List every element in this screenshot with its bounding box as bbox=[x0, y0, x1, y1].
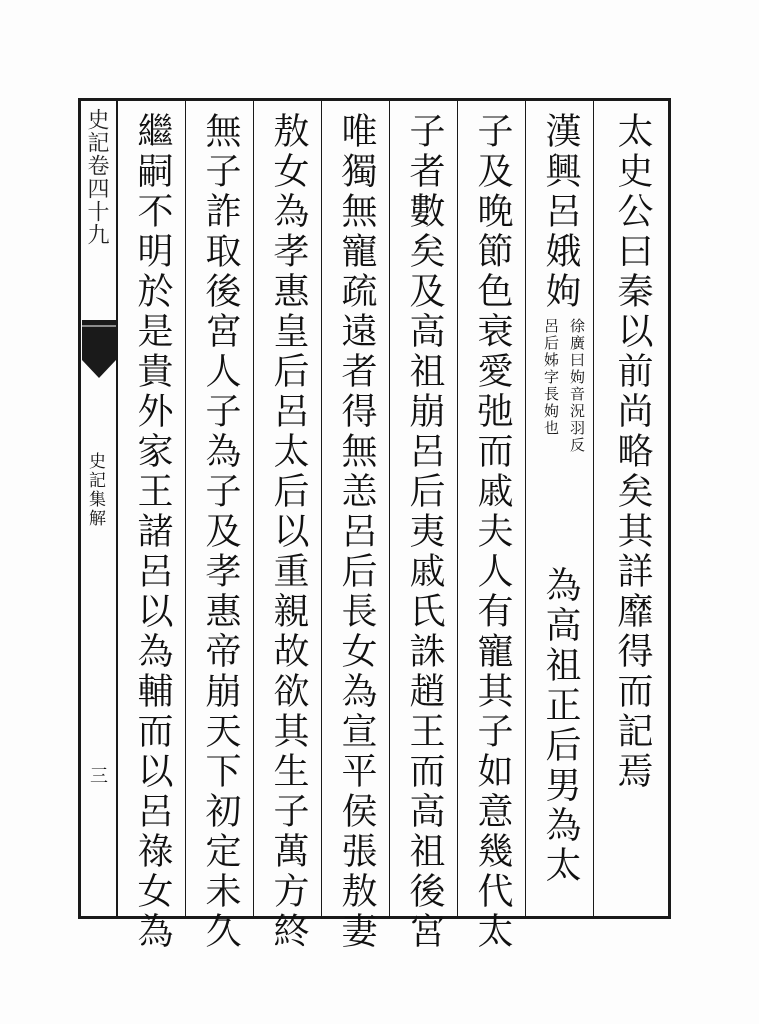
top-border bbox=[78, 98, 671, 101]
text-column-6: 敖女為孝惠皇后呂太后以重親故欲其生子萬方終 bbox=[268, 112, 309, 952]
text-column-4: 子者數矣及高祖崩呂后夷戚氏誅趙王而高祖後宮 bbox=[404, 112, 445, 952]
text-column-7: 無子詐取後宮人子為子及孝惠帝崩天下初定未久 bbox=[200, 112, 241, 952]
column-divider bbox=[389, 100, 390, 916]
text-column-2-main-a: 漢興呂娥姁 bbox=[540, 112, 581, 312]
column-divider bbox=[593, 100, 594, 916]
text-column-1: 太史公曰秦以前尚略矣其詳靡得而記焉 bbox=[612, 112, 653, 792]
text-column-5: 唯獨無寵疏遠者得無恙呂后長女為宣平侯張敖妻 bbox=[336, 112, 377, 952]
text-column-8: 繼嗣不明於是貴外家王諸呂以為輔而以呂祿女為 bbox=[132, 112, 173, 952]
margin-title: 史記卷四十九 bbox=[84, 108, 109, 246]
margin-column-border bbox=[116, 98, 118, 918]
fish-tail-mark bbox=[82, 320, 116, 380]
column-divider bbox=[457, 100, 458, 916]
column-divider bbox=[185, 100, 186, 916]
outer-right-border bbox=[668, 98, 671, 918]
column-divider bbox=[525, 100, 526, 916]
annotation-right-line: 徐廣曰姁音況羽反 bbox=[568, 318, 586, 454]
column-divider bbox=[253, 100, 254, 916]
text-column-3: 子及晚節色衰愛弛而戚夫人有寵其子如意幾代太 bbox=[472, 112, 513, 952]
annotation-left-line: 呂后姊字長姁也 bbox=[542, 318, 560, 437]
column-divider bbox=[321, 100, 322, 916]
text-column-2-main-b: 為高祖正后男為太 bbox=[540, 566, 581, 886]
margin-book-title: 史記集解 bbox=[85, 452, 105, 528]
margin-page-number: 三 bbox=[87, 766, 108, 784]
